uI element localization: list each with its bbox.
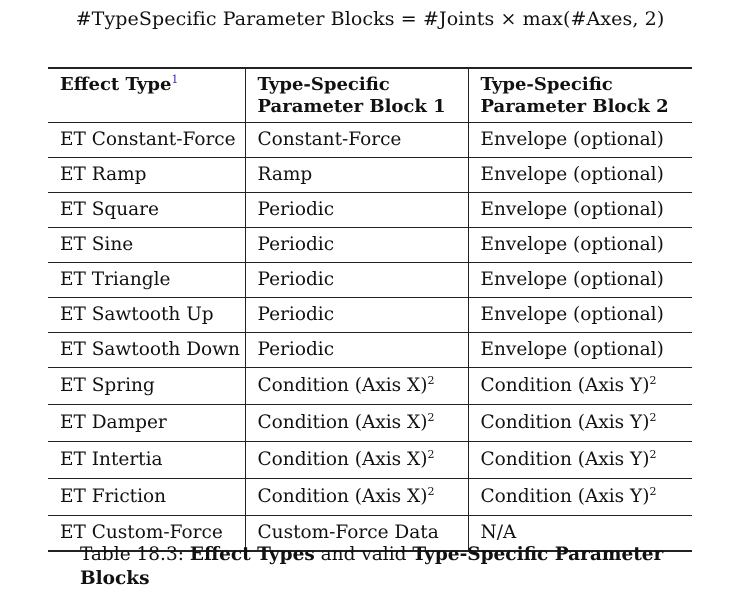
- effect-cell: [48, 193, 245, 228]
- block-1-cell: [245, 298, 468, 333]
- header-block-1-line2: Parameter Block 1: [257, 96, 446, 117]
- block-1-cell: [245, 442, 468, 479]
- effect-cell-text: ET Triangle: [60, 269, 171, 290]
- block-2-cell-text: Condition (Axis Y): [480, 486, 650, 507]
- block-2-cell-text: Envelope (optional): [480, 339, 664, 360]
- footnote-marker: 2: [427, 447, 435, 461]
- effect-cell-text: ET Sawtooth Down: [60, 339, 240, 360]
- block-2-cell-text: Condition (Axis Y): [480, 449, 650, 470]
- block-2-cell: [468, 298, 692, 333]
- block-1-cell-text: Periodic: [257, 269, 335, 290]
- table-row: [48, 368, 692, 405]
- block-2-cell-text: Envelope (optional): [480, 164, 664, 185]
- block-1-cell-text: Periodic: [257, 339, 335, 360]
- block-2-cell: [468, 193, 692, 228]
- effect-cell: [48, 405, 245, 442]
- block-1-cell: [245, 368, 468, 405]
- formula-operator: =: [400, 8, 417, 30]
- block-1-cell-text: Condition (Axis X): [257, 412, 428, 433]
- effect-cell-text: ET Ramp: [60, 164, 147, 185]
- block-1-cell: [245, 263, 468, 298]
- block-2-cell-text: Condition (Axis Y): [480, 375, 650, 396]
- block-1-cell: [245, 333, 468, 368]
- block-2-cell-text: Envelope (optional): [480, 129, 664, 150]
- block-1-cell-text: Periodic: [257, 199, 335, 220]
- header-block-1: [245, 68, 468, 123]
- footnote-link[interactable]: 1: [171, 73, 179, 86]
- block-1-cell: [245, 193, 468, 228]
- footnote-marker: 2: [427, 373, 435, 387]
- block-2-cell: [468, 442, 692, 479]
- block-2-cell: [468, 333, 692, 368]
- footnote-marker: 2: [427, 484, 435, 498]
- effect-cell: [48, 333, 245, 368]
- block-1-cell-text: Ramp: [257, 164, 313, 185]
- block-2-cell: [468, 479, 692, 516]
- block-2-cell-text: N/A: [480, 522, 517, 543]
- caption-bold-2: Type-Specific Parameter Blocks: [80, 544, 664, 589]
- table-row: [48, 442, 692, 479]
- block-2-cell: [468, 228, 692, 263]
- block-1-cell-text: Periodic: [257, 304, 335, 325]
- footnote-marker: 2: [649, 410, 657, 424]
- block-2-cell-text: Envelope (optional): [480, 199, 664, 220]
- header-effect-type-label: Effect Type: [60, 74, 172, 95]
- caption-label: Table 18.3:: [80, 544, 184, 565]
- formula: [0, 8, 740, 30]
- block-1-cell: [245, 228, 468, 263]
- effect-cell-text: ET Sawtooth Up: [60, 304, 214, 325]
- effect-cell-text: ET Sine: [60, 234, 134, 255]
- table-row: [48, 333, 692, 368]
- block-1-cell-text: Condition (Axis X): [257, 375, 428, 396]
- table-row: [48, 479, 692, 516]
- effect-cell: [48, 123, 245, 158]
- footnote-marker: 2: [649, 447, 657, 461]
- header-block-2-line1: Type-Specific: [480, 74, 613, 95]
- footnote-marker: 2: [649, 484, 657, 498]
- block-2-cell-text: Envelope (optional): [480, 234, 664, 255]
- table-row: [48, 298, 692, 333]
- effect-cell: [48, 228, 245, 263]
- block-2-cell-text: Condition (Axis Y): [480, 412, 650, 433]
- effect-cell: [48, 263, 245, 298]
- header-block-1-line1: Type-Specific: [257, 74, 390, 95]
- table-row: [48, 263, 692, 298]
- table-row: [48, 405, 692, 442]
- footnote-marker: 2: [427, 410, 435, 424]
- formula-right: #Joints × max(#Axes, 2): [422, 8, 665, 30]
- block-1-cell-text: Periodic: [257, 234, 335, 255]
- effect-cell-text: ET Custom-Force: [60, 522, 223, 543]
- effect-cell: [48, 442, 245, 479]
- block-2-cell: [468, 123, 692, 158]
- table-caption: [80, 543, 690, 591]
- effect-cell-text: ET Intertia: [60, 449, 163, 470]
- block-2-cell-text: Envelope (optional): [480, 304, 664, 325]
- block-1-cell-text: Condition (Axis X): [257, 449, 428, 470]
- header-effect-type: [48, 68, 245, 123]
- effect-cell-text: ET Spring: [60, 375, 155, 396]
- effect-cell-text: ET Square: [60, 199, 159, 220]
- block-2-cell: [468, 368, 692, 405]
- block-1-cell: [245, 479, 468, 516]
- block-2-cell: [468, 158, 692, 193]
- effect-cell: [48, 479, 245, 516]
- table-header-row: [48, 68, 692, 123]
- effect-cell: [48, 298, 245, 333]
- effect-cell: [48, 368, 245, 405]
- effect-cell-text: ET Constant-Force: [60, 129, 236, 150]
- header-block-2-line2: Parameter Block 2: [480, 96, 669, 117]
- block-1-cell: [245, 405, 468, 442]
- caption-middle: and valid: [320, 544, 407, 565]
- block-1-cell: [245, 158, 468, 193]
- block-1-cell: [245, 123, 468, 158]
- effect-cell-text: ET Friction: [60, 486, 167, 507]
- block-2-cell-text: Envelope (optional): [480, 269, 664, 290]
- block-2-cell: [468, 263, 692, 298]
- table-row: [48, 193, 692, 228]
- caption-bold-1: Effect Types: [189, 544, 315, 565]
- effect-cell: [48, 158, 245, 193]
- table-row: [48, 228, 692, 263]
- effect-types-table: [48, 67, 692, 552]
- table-row: [48, 123, 692, 158]
- effect-cell-text: ET Damper: [60, 412, 167, 433]
- block-1-cell-text: Constant-Force: [257, 129, 402, 150]
- table-row: [48, 158, 692, 193]
- block-1-cell-text: Condition (Axis X): [257, 486, 428, 507]
- block-1-cell-text: Custom-Force Data: [257, 522, 439, 543]
- header-block-2: [468, 68, 692, 123]
- formula-left: #TypeSpecific Parameter Blocks: [75, 8, 395, 30]
- block-2-cell: [468, 405, 692, 442]
- footnote-marker: 2: [649, 373, 657, 387]
